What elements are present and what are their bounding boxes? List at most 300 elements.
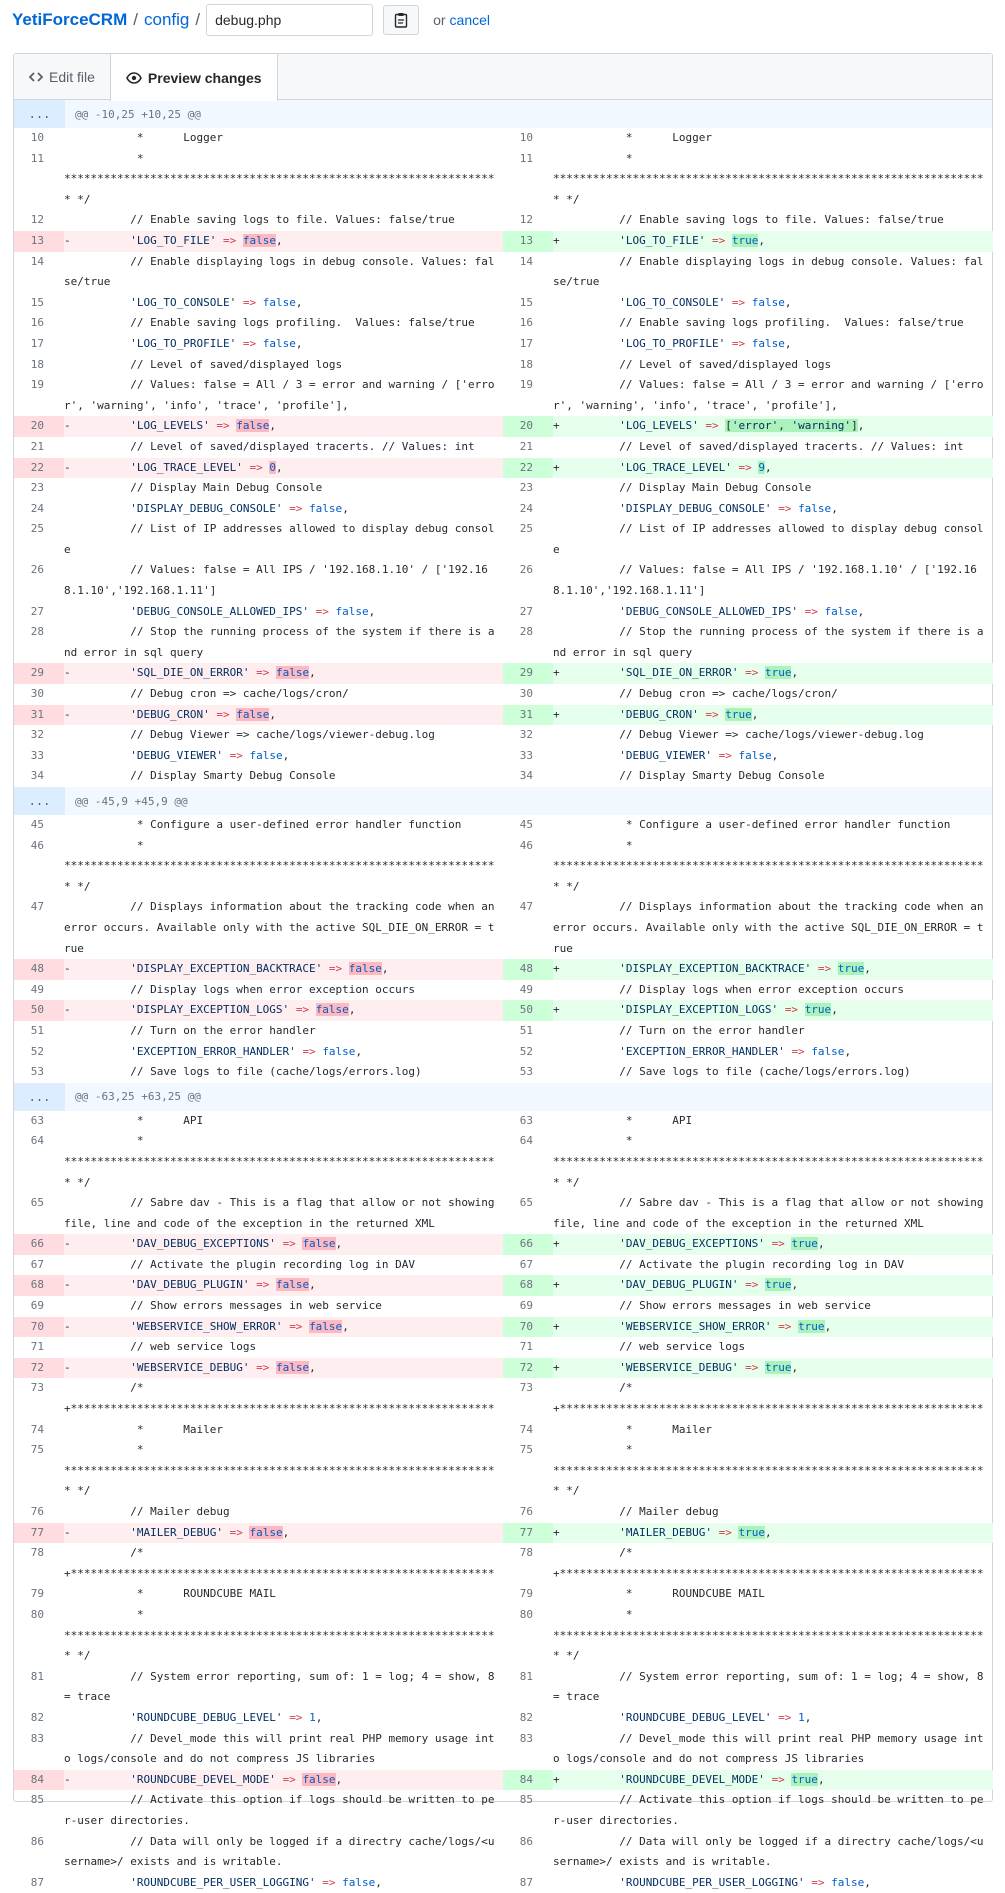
diff-row <box>14 252 992 293</box>
code-line: // Data will only be logged if a directry cache/logs/<username>/ exists and is writable. <box>553 1834 984 1869</box>
code-line: * ROUNDCUBE MAIL <box>553 1587 765 1601</box>
line-number[interactable]: 33 <box>30 748 44 762</box>
line-number[interactable]: 49 <box>519 982 533 996</box>
diff-row <box>14 458 992 479</box>
right-side <box>503 560 993 601</box>
code-line: // Level of saved/displayed logs <box>553 357 832 371</box>
code-line: + 'DISPLAY_EXCEPTION_LOGS' => true, <box>553 1003 838 1017</box>
line-number[interactable]: 29 <box>14 663 64 684</box>
line-number[interactable]: 66 <box>503 1234 553 1255</box>
code-line: 'EXCEPTION_ERROR_HANDLER' => false, <box>130 1044 363 1058</box>
line-number[interactable]: 87 <box>519 1875 533 1889</box>
line-number[interactable]: 73 <box>30 1381 44 1395</box>
line-number[interactable]: 84 <box>14 1770 64 1791</box>
line-number[interactable]: 10 <box>30 131 44 144</box>
line-number[interactable]: 82 <box>30 1710 44 1724</box>
dir-link[interactable]: config <box>143 10 190 29</box>
line-number[interactable]: 77 <box>14 1523 64 1544</box>
line-number[interactable]: 47 <box>30 900 44 914</box>
diff-row <box>14 1255 992 1276</box>
diff-row <box>14 519 992 560</box>
left-side <box>14 437 503 458</box>
left-side <box>14 1317 503 1338</box>
diff-row <box>14 1790 992 1831</box>
line-number[interactable]: 30 <box>519 687 533 701</box>
code-line: // Debug cron => cache/logs/cron/ <box>64 687 349 701</box>
diff-row <box>14 1296 992 1317</box>
code-line: // Data will only be logged if a directry cache/logs/<username>/ exists and is writable. <box>64 1834 495 1869</box>
left-side <box>14 705 503 726</box>
line-number[interactable]: 46 <box>30 838 44 852</box>
code-line: * ****************************************************************** */ <box>553 151 984 206</box>
line-number[interactable]: 28 <box>30 625 44 639</box>
left-side <box>14 1234 503 1255</box>
left-side <box>14 1584 503 1605</box>
line-number[interactable]: 23 <box>30 481 44 495</box>
hunk-range: @@ -63,25 +63,25 @@ <box>75 1090 201 1104</box>
line-number[interactable]: 63 <box>30 1113 44 1127</box>
code-line: + 'WEBSERVICE_SHOW_ERROR' => true, <box>553 1319 832 1333</box>
line-number[interactable]: 51 <box>519 1023 533 1037</box>
line-number[interactable]: 15 <box>30 295 44 309</box>
code-line: // Show errors messages in web service <box>64 1299 382 1313</box>
tab-bar <box>14 54 992 100</box>
line-number[interactable]: 16 <box>519 316 533 330</box>
code-line: // Enable displaying logs in debug console. Values: false/true <box>64 254 495 289</box>
code-line: - 'MAILER_DEBUG' => false, <box>64 1525 290 1539</box>
code-line: + 'ROUNDCUBE_DEVEL_MODE' => true, <box>553 1772 825 1786</box>
diff-row <box>14 663 992 684</box>
code-line: // Display Smarty Debug Console <box>64 769 336 783</box>
code-line: /* +**************************************************************** <box>553 1546 984 1580</box>
line-number[interactable]: 74 <box>519 1422 533 1436</box>
line-number[interactable]: 34 <box>30 769 44 783</box>
line-number[interactable]: 84 <box>503 1770 553 1791</box>
diff-row <box>14 1337 992 1358</box>
code-line: // Values: false = All IPS / '192.168.1.10' / ['192.168.1.10','192.168.1.11'] <box>64 563 488 598</box>
code-line: - 'LOG_TO_FILE' => false, <box>64 233 283 247</box>
line-number[interactable]: 83 <box>519 1731 533 1745</box>
diff-row <box>14 375 992 416</box>
code-line: // Stop the running process of the system if there is and error in sql query <box>64 625 495 659</box>
diff-row <box>14 1708 992 1729</box>
left-side <box>14 1378 503 1419</box>
filename-input[interactable] <box>206 4 373 36</box>
left-side <box>14 1523 503 1544</box>
code-line: - 'ROUNDCUBE_DEVEL_MODE' => false, <box>64 1772 343 1786</box>
code-line: 'ROUNDCUBE_DEBUG_LEVEL' => 1, <box>130 1710 323 1724</box>
line-number[interactable]: 86 <box>519 1834 533 1848</box>
right-side <box>503 1873 993 1893</box>
expand-button[interactable]: ... <box>14 100 65 128</box>
path-separator: / <box>195 10 201 29</box>
code-line: // Save logs to file (cache/logs/errors.log) <box>553 1065 911 1079</box>
line-number[interactable]: 13 <box>503 231 553 252</box>
left-side <box>14 897 503 959</box>
line-number[interactable]: 65 <box>30 1196 44 1210</box>
line-number[interactable]: 64 <box>519 1134 533 1148</box>
diff-row <box>14 210 992 231</box>
code-line: // Display Smarty Debug Console <box>553 769 825 783</box>
code-line: - 'WEBSERVICE_DEBUG' => false, <box>64 1360 316 1374</box>
code-line: + 'LOG_TO_FILE' => true, <box>553 233 765 247</box>
code-line: * Configure a user-defined error handler function <box>64 818 462 831</box>
code-line: - 'LOG_LEVELS' => false, <box>64 419 276 433</box>
diff-row <box>14 1000 992 1021</box>
left-side <box>14 1296 503 1317</box>
left-side <box>14 766 503 787</box>
code-line: // Save logs to file (cache/logs/errors.log) <box>64 1065 422 1079</box>
line-number[interactable]: 27 <box>519 604 533 618</box>
code-line: // System error reporting, sum of: 1 = log; 4 = show, 8 = trace <box>553 1669 991 1704</box>
right-side <box>503 1021 993 1042</box>
right-side <box>503 1790 993 1831</box>
line-number[interactable]: 79 <box>519 1587 533 1601</box>
line-number[interactable]: 19 <box>30 378 44 392</box>
code-line: // Enable saving logs to file. Values: false/true <box>64 213 455 227</box>
left-side <box>14 1193 503 1234</box>
right-side <box>503 1832 993 1873</box>
line-number[interactable]: 63 <box>519 1113 533 1127</box>
left-side <box>14 1337 503 1358</box>
left-side <box>14 560 503 601</box>
right-side <box>503 1296 993 1317</box>
code-line: /* +**************************************************************** <box>64 1381 495 1416</box>
diff-row <box>14 766 992 787</box>
tab-edit-file[interactable] <box>14 54 110 100</box>
line-number[interactable]: 51 <box>30 1023 44 1037</box>
line-number[interactable]: 31 <box>503 705 553 726</box>
left-side <box>14 684 503 705</box>
line-number[interactable]: 83 <box>30 1731 44 1745</box>
code-line: // Level of saved/displayed tracerts. // Values: int <box>553 439 964 453</box>
line-number[interactable]: 18 <box>519 357 533 371</box>
code-line: + 'DISPLAY_EXCEPTION_BACKTRACE' => true, <box>553 962 871 976</box>
line-number[interactable]: 14 <box>519 254 533 268</box>
right-side <box>503 746 993 767</box>
line-number[interactable]: 67 <box>519 1257 533 1271</box>
code-line: + 'SQL_DIE_ON_ERROR' => true, <box>553 666 799 680</box>
diff-row <box>14 560 992 601</box>
line-number[interactable]: 80 <box>519 1607 533 1621</box>
diff-row <box>14 746 992 767</box>
right-side <box>503 1131 993 1193</box>
line-number[interactable]: 79 <box>30 1587 44 1601</box>
left-side <box>14 1605 503 1667</box>
code-line: // Activate this option if logs should be written to per-user directories. <box>553 1793 984 1827</box>
clipboard-icon <box>394 12 408 28</box>
left-side <box>14 725 503 746</box>
right-side <box>503 231 993 252</box>
line-number[interactable]: 70 <box>14 1317 64 1338</box>
diff-row <box>14 1111 992 1132</box>
line-number[interactable]: 25 <box>30 522 44 536</box>
line-number[interactable]: 65 <box>519 1196 533 1210</box>
right-side <box>503 1729 993 1770</box>
code-line: + 'DAV_DEBUG_PLUGIN' => true, <box>553 1278 799 1292</box>
code-line: // Activate the plugin recording log in DAV <box>553 1257 905 1271</box>
right-side <box>503 210 993 231</box>
cancel-link[interactable]: cancel <box>449 12 491 28</box>
expand-button[interactable]: ... <box>14 787 65 815</box>
left-side <box>14 1667 503 1708</box>
code-line: // Display Main Debug Console <box>553 481 812 495</box>
code-line: 'LOG_TO_CONSOLE' => false, <box>130 295 303 309</box>
diff-row <box>14 1062 992 1083</box>
code-line: // Display logs when error exception occurs <box>64 982 416 996</box>
line-number[interactable]: 80 <box>30 1607 44 1621</box>
right-side <box>503 815 993 836</box>
right-side <box>503 766 993 787</box>
expand-button[interactable]: ... <box>14 1083 65 1111</box>
line-number[interactable]: 73 <box>519 1381 533 1395</box>
line-number[interactable]: 32 <box>30 728 44 742</box>
code-line: * ****************************************************************** */ <box>553 1607 984 1663</box>
diff-row <box>14 815 992 836</box>
right-side <box>503 1042 993 1063</box>
code-line: 'LOG_TO_PROFILE' => false, <box>130 336 303 350</box>
line-number[interactable]: 12 <box>519 213 533 227</box>
code-line: * ****************************************************************** */ <box>553 1134 984 1189</box>
right-side <box>503 293 993 314</box>
line-number[interactable]: 13 <box>14 231 64 252</box>
diff-row <box>14 959 992 980</box>
right-side <box>503 602 993 623</box>
code-line: - 'DEBUG_CRON' => false, <box>64 707 276 721</box>
code-line: * API <box>64 1113 204 1127</box>
line-number[interactable]: 71 <box>519 1340 533 1354</box>
line-number[interactable]: 25 <box>519 522 533 536</box>
diff-row <box>14 437 992 458</box>
line-number[interactable]: 69 <box>519 1299 533 1313</box>
code-line: // Devel_mode this will print real PHP memory usage into logs/console and do not compress JS libraries <box>64 1731 495 1766</box>
left-side <box>14 663 503 684</box>
line-number[interactable]: 68 <box>503 1275 553 1296</box>
repo-link[interactable]: YetiForceCRM <box>12 10 128 29</box>
line-number[interactable]: 19 <box>519 378 533 392</box>
code-line: + 'LOG_LEVELS' => ['error', 'warning'], <box>553 419 865 433</box>
left-side <box>14 1543 503 1584</box>
right-side <box>503 437 993 458</box>
line-number[interactable]: 21 <box>519 439 533 453</box>
line-number[interactable]: 18 <box>30 357 44 371</box>
diff-row <box>14 499 992 520</box>
code-line: * Logger <box>553 131 712 144</box>
left-side <box>14 746 503 767</box>
line-number[interactable]: 50 <box>14 1000 64 1021</box>
right-side <box>503 1440 993 1502</box>
code-line: /* +**************************************************************** <box>64 1546 495 1580</box>
line-number[interactable]: 76 <box>30 1505 44 1518</box>
line-number[interactable]: 82 <box>519 1710 533 1724</box>
line-number[interactable]: 52 <box>519 1044 533 1058</box>
line-number[interactable]: 12 <box>30 213 44 227</box>
right-side <box>503 1378 993 1419</box>
right-side <box>503 416 993 437</box>
line-number[interactable]: 53 <box>519 1065 533 1079</box>
diff-row <box>14 231 992 252</box>
line-number[interactable]: 14 <box>30 254 44 268</box>
line-number[interactable]: 28 <box>519 625 533 639</box>
line-number[interactable]: 33 <box>519 748 533 762</box>
code-line: // Values: false = All IPS / '192.168.1.10' / ['192.168.1.10','192.168.1.11'] <box>553 563 977 598</box>
right-side <box>503 458 993 479</box>
diff-row <box>14 1770 992 1791</box>
code-line: // Display logs when error exception occurs <box>553 982 905 996</box>
clipboard-button[interactable] <box>383 5 419 35</box>
diff-row <box>14 1234 992 1255</box>
code-line: // Stop the running process of the system if there is and error in sql query <box>553 625 984 659</box>
code-line: + 'LOG_TRACE_LEVEL' => 9, <box>553 460 772 474</box>
diff-row <box>14 725 992 746</box>
line-number[interactable]: 30 <box>30 687 44 701</box>
line-number[interactable]: 15 <box>519 295 533 309</box>
line-number[interactable]: 20 <box>503 416 553 437</box>
right-side <box>503 375 993 416</box>
line-number[interactable]: 22 <box>14 458 64 479</box>
left-side <box>14 416 503 437</box>
diff-row <box>14 1193 992 1234</box>
line-number[interactable]: 70 <box>503 1317 553 1338</box>
line-number[interactable]: 24 <box>519 501 533 515</box>
line-number[interactable]: 27 <box>30 604 44 618</box>
diff-row <box>14 313 992 334</box>
line-number[interactable]: 11 <box>519 151 533 165</box>
right-side <box>503 1605 993 1667</box>
right-side <box>503 128 993 149</box>
path-separator: / <box>133 10 138 29</box>
code-line: // Displays information about the tracking code when an error occurs. Available only with the active SQL_DIE_ON_ERROR = true <box>553 900 991 955</box>
line-number[interactable]: 69 <box>30 1299 44 1313</box>
line-number[interactable]: 17 <box>519 336 533 350</box>
code-line: // Turn on the error handler <box>64 1023 316 1037</box>
right-side <box>503 959 993 980</box>
line-number[interactable]: 34 <box>519 769 533 783</box>
diff-row <box>14 293 992 314</box>
line-number[interactable]: 45 <box>30 818 44 831</box>
or-text: or <box>433 12 446 28</box>
line-number[interactable]: 76 <box>519 1505 533 1518</box>
line-number[interactable]: 11 <box>30 151 44 165</box>
code-line: // Enable displaying logs in debug console. Values: false/true <box>553 254 984 289</box>
right-side <box>503 1317 993 1338</box>
line-number[interactable]: 22 <box>503 458 553 479</box>
line-number[interactable]: 66 <box>14 1234 64 1255</box>
line-number[interactable]: 47 <box>519 900 533 914</box>
tab-label: Preview changes <box>147 69 262 86</box>
left-side <box>14 815 503 836</box>
right-side <box>503 663 993 684</box>
code-line: // Activate this option if logs should be written to per-user directories. <box>64 1793 495 1827</box>
hunk-header <box>14 787 992 815</box>
right-side <box>503 1000 993 1021</box>
left-side <box>14 836 503 898</box>
line-number[interactable]: 85 <box>519 1793 533 1807</box>
right-side <box>503 1193 993 1234</box>
line-number[interactable]: 78 <box>519 1546 533 1560</box>
left-side <box>14 1275 503 1296</box>
code-line: + 'WEBSERVICE_DEBUG' => true, <box>553 1360 799 1374</box>
line-number[interactable]: 68 <box>14 1275 64 1296</box>
line-number[interactable]: 64 <box>30 1134 44 1148</box>
line-number[interactable]: 17 <box>30 336 44 350</box>
line-number[interactable]: 45 <box>519 818 533 831</box>
line-number[interactable]: 48 <box>14 959 64 980</box>
tab-preview-changes[interactable] <box>110 54 278 101</box>
diff-row <box>14 602 992 623</box>
line-number[interactable]: 87 <box>30 1875 44 1889</box>
line-number[interactable]: 75 <box>519 1443 533 1457</box>
line-number[interactable]: 46 <box>519 838 533 852</box>
left-side <box>14 1832 503 1873</box>
line-number[interactable]: 53 <box>30 1065 44 1079</box>
hunk-range: @@ -45,9 +45,9 @@ <box>75 794 188 808</box>
line-number[interactable]: 31 <box>14 705 64 726</box>
line-number[interactable]: 71 <box>30 1340 44 1354</box>
right-side <box>503 1543 993 1584</box>
diff-row <box>14 1729 992 1770</box>
line-number[interactable]: 32 <box>519 728 533 742</box>
line-number[interactable]: 72 <box>503 1358 553 1379</box>
line-number[interactable]: 26 <box>30 563 44 577</box>
line-number[interactable]: 85 <box>30 1793 44 1807</box>
line-number[interactable]: 52 <box>30 1044 44 1058</box>
line-number[interactable]: 81 <box>519 1669 533 1683</box>
line-number[interactable]: 75 <box>30 1443 44 1457</box>
code-line: 'DISPLAY_DEBUG_CONSOLE' => false, <box>619 501 838 515</box>
right-side <box>503 836 993 898</box>
line-number[interactable]: 77 <box>503 1523 553 1544</box>
right-side <box>503 684 993 705</box>
line-number[interactable]: 16 <box>30 316 44 330</box>
left-side <box>14 355 503 376</box>
diff-row <box>14 1378 992 1419</box>
left-side <box>14 1729 503 1770</box>
diff-row <box>14 1543 992 1584</box>
diff-row <box>14 897 992 959</box>
left-side <box>14 1062 503 1083</box>
diff-row <box>14 1021 992 1042</box>
code-line: 'ROUNDCUBE_PER_USER_LOGGING' => false, <box>130 1875 382 1889</box>
line-number[interactable]: 29 <box>503 663 553 684</box>
line-number[interactable]: 49 <box>30 982 44 996</box>
code-line: // web service logs <box>553 1340 746 1354</box>
line-number[interactable]: 72 <box>14 1358 64 1379</box>
right-side <box>503 1275 993 1296</box>
line-number[interactable]: 20 <box>14 416 64 437</box>
line-number[interactable]: 81 <box>30 1669 44 1683</box>
line-number[interactable]: 26 <box>519 563 533 577</box>
line-number[interactable]: 50 <box>503 1000 553 1021</box>
line-number[interactable]: 21 <box>30 439 44 453</box>
left-side <box>14 1708 503 1729</box>
code-line: // Turn on the error handler <box>553 1023 805 1037</box>
line-number[interactable]: 23 <box>519 481 533 495</box>
line-number[interactable]: 78 <box>30 1546 44 1560</box>
diff-row <box>14 149 992 211</box>
line-number[interactable]: 10 <box>519 131 533 144</box>
code-line: + 'DAV_DEBUG_EXCEPTIONS' => true, <box>553 1237 825 1251</box>
line-number[interactable]: 74 <box>30 1422 44 1436</box>
left-side <box>14 293 503 314</box>
line-number[interactable]: 86 <box>30 1834 44 1848</box>
tab-label: Edit file <box>49 69 95 85</box>
line-number[interactable]: 48 <box>503 959 553 980</box>
line-number[interactable]: 67 <box>30 1257 44 1271</box>
line-number[interactable]: 24 <box>30 501 44 515</box>
diff-row <box>14 684 992 705</box>
left-side <box>14 1440 503 1502</box>
